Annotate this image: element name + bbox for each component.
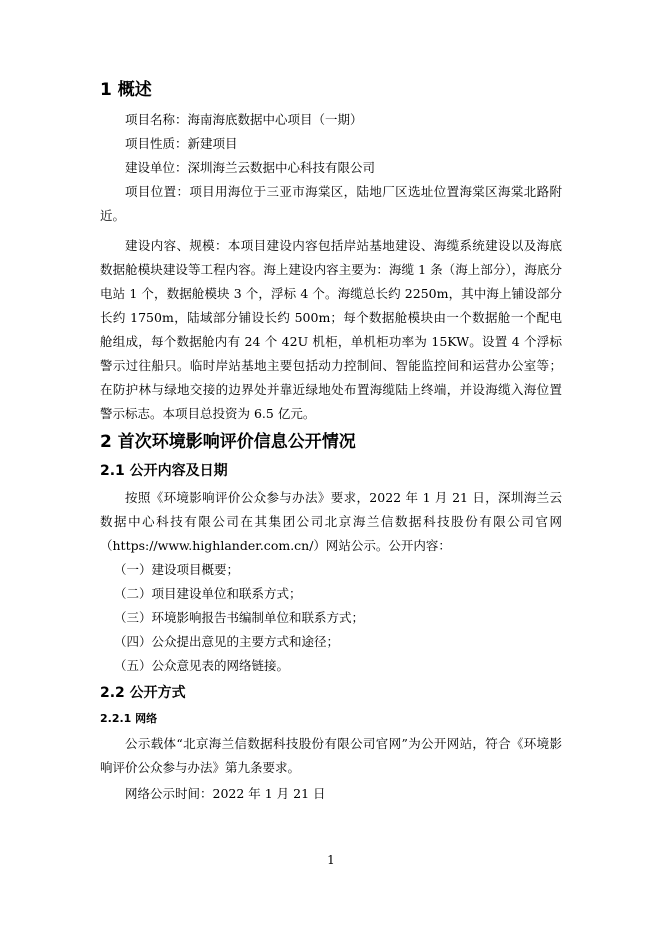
document-page: [100, 78, 562, 806]
section-2-2-1-heading: 2.2.1 网络: [100, 712, 158, 725]
publication-date-line: 网络公示时间：2022 年 1 月 21 日: [125, 786, 326, 801]
disclosure-paragraph: 按照《环境影响评价公众参与办法》要求，2022 年 1 月 21 日，深圳海兰云数据中心科技有限公司在其集团公司北京海兰信数据科技股份有限公司官网（https://www.highlander.com.cn/）网站公示。公开内容：: [100, 490, 562, 553]
location-line: 项目位置：项目用海位于三亚市海棠区，陆地厂区选址位置海棠区海棠北路附近。: [100, 184, 562, 223]
page-number: 1: [327, 853, 335, 867]
section-2-1-heading: 2.1 公开内容及日期: [100, 463, 228, 479]
scope-paragraph: 建设内容、规模：本项目建设内容包括岸站基地建设、海缆系统建设以及海底数据舱模块建设等工程内容。海上建设内容主要为：海缆 1 条（海上部分），海底分电站 1 个，数据舱模块 3 个，浮标 4 个。海缆总长约 2250m，其中海上铺设部分长约 1750m，陆域部分铺设长约 500m；每个数据舱模块由一个数据舱一个配电舱组成，每个数据舱内有 24 个 42U 机柜，单机柜功率为 15KW。设置 4 个浮标警示过往船只。临时岸站基地主要包括动力控制间、智能监控间和运营办公室等；在防护林与绿地交接的边界处并靠近绿地处布置海缆陆上终端，并设海缆入海位置警示标志。本项目总投资为 6.5 亿元。: [100, 238, 562, 421]
list-item: （一）建设项目概要；: [114, 562, 240, 577]
list-item: （二）项目建设单位和联系方式；: [114, 586, 302, 601]
list-item: （三）环境影响报告书编制单位和联系方式；: [114, 610, 365, 625]
section-1-heading: 1 概述: [100, 80, 152, 100]
section-2-2-heading: 2.2 公开方式: [100, 685, 186, 701]
section-2-heading: 2 首次环境影响评价信息公开情况: [100, 432, 356, 452]
list-item: （四）公众提出意见的主要方式和途径；: [114, 634, 340, 649]
project-nature-line: 项目性质：新建项目: [125, 136, 238, 151]
website-paragraph: 公示载体“北京海兰信数据科技股份有限公司官网”为公开网站，符合《环境影响评价公众参与办法》第九条要求。: [100, 736, 562, 775]
list-item: （五）公众意见表的网络链接。: [114, 658, 290, 673]
project-name-line: 项目名称：海南海底数据中心项目（一期）: [125, 112, 363, 127]
builder-line: 建设单位：深圳海兰云数据中心科技有限公司: [125, 160, 376, 175]
